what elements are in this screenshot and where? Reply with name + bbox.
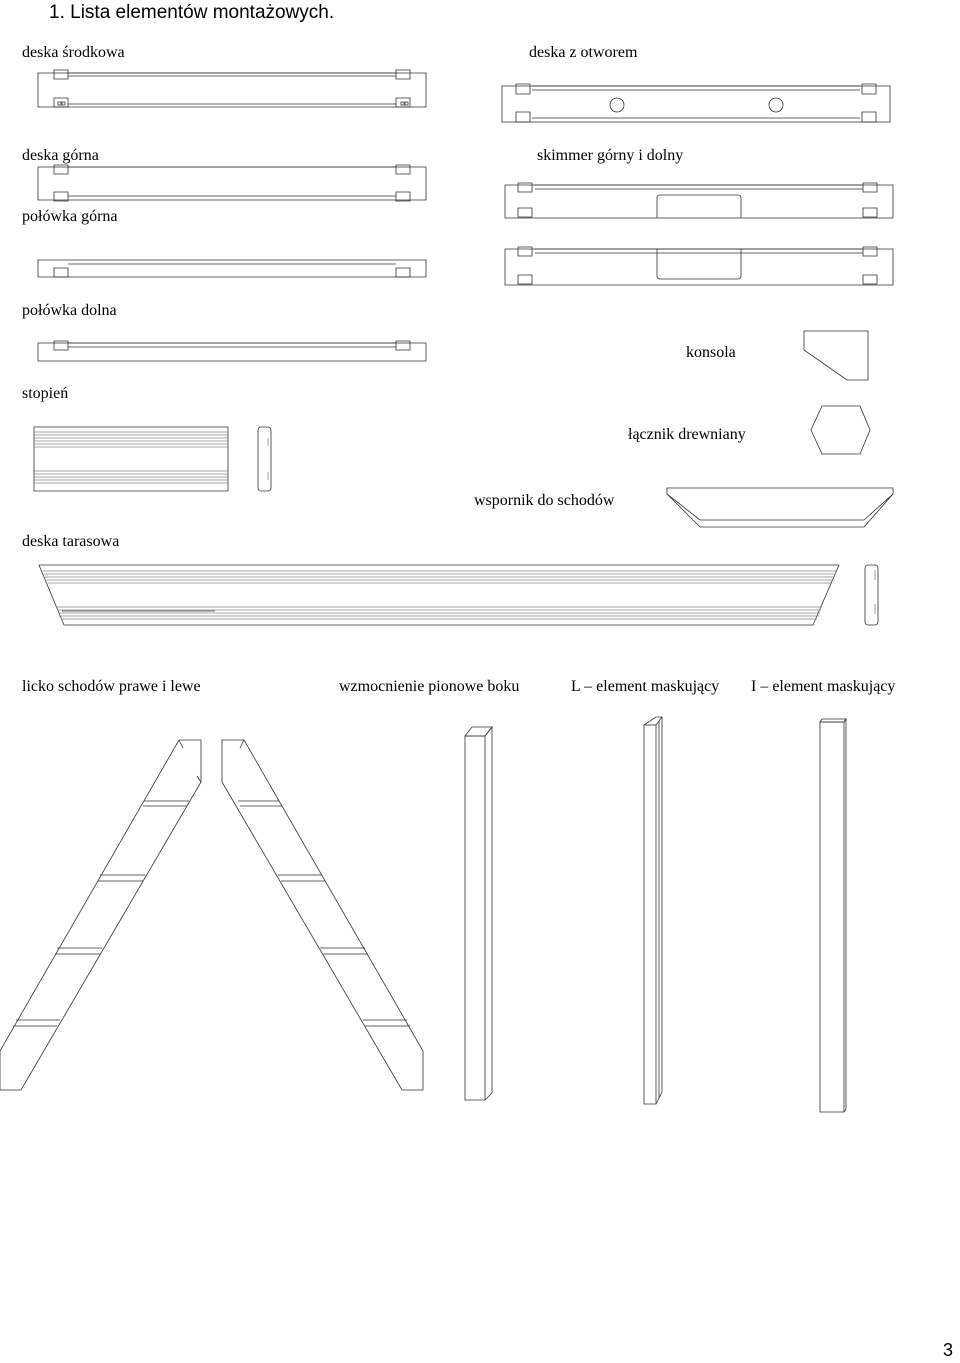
label-l-element: L – element maskujący — [571, 678, 720, 695]
label-deska-srodkowa: deska środkowa — [22, 44, 125, 61]
deska-z-otworem-drawing — [502, 84, 890, 122]
page-number: 3 — [943, 1340, 954, 1360]
stopien-drawing — [34, 427, 271, 491]
label-deska-z-otworem: deska z otworem — [529, 44, 638, 61]
skimmer-gorny-drawing — [505, 183, 893, 218]
l-element-drawing — [644, 717, 662, 1104]
deska-srodkowa-drawing — [38, 70, 426, 107]
label-stopien: stopień — [22, 385, 69, 402]
label-skimmer: skimmer górny i dolny — [537, 147, 684, 164]
page-title: 1. Lista elementów montażowych. — [49, 2, 335, 23]
skimmer-dolny-drawing — [505, 247, 893, 285]
licko-lewe-drawing — [0, 740, 201, 1090]
licko-prawe-drawing — [222, 740, 423, 1090]
lacznik-drawing — [811, 406, 870, 454]
label-wzmocnienie: wzmocnienie pionowe boku — [339, 678, 520, 695]
wspornik-drawing — [667, 488, 893, 527]
label-wspornik: wspornik do schodów — [474, 492, 615, 509]
label-polowka-dolna: połówka dolna — [22, 302, 117, 319]
label-lacznik: łącznik drewniany — [628, 426, 746, 443]
deska-gorna-drawing — [38, 165, 426, 201]
label-deska-tarasowa: deska tarasowa — [22, 533, 120, 550]
konsola-drawing — [804, 331, 868, 380]
polowka-dolna-drawing — [38, 341, 426, 361]
polowka-gorna-drawing — [38, 260, 426, 277]
label-polowka-gorna: połówka górna — [22, 208, 118, 225]
deska-tarasowa-drawing — [39, 565, 878, 625]
wzmocnienie-drawing — [465, 727, 492, 1100]
i-element-drawing — [820, 719, 846, 1112]
label-konsola: konsola — [686, 344, 736, 361]
label-licko: licko schodów prawe i lewe — [22, 678, 201, 695]
label-i-element: I – element maskujący — [751, 678, 896, 695]
label-deska-gorna: deska górna — [22, 147, 99, 164]
